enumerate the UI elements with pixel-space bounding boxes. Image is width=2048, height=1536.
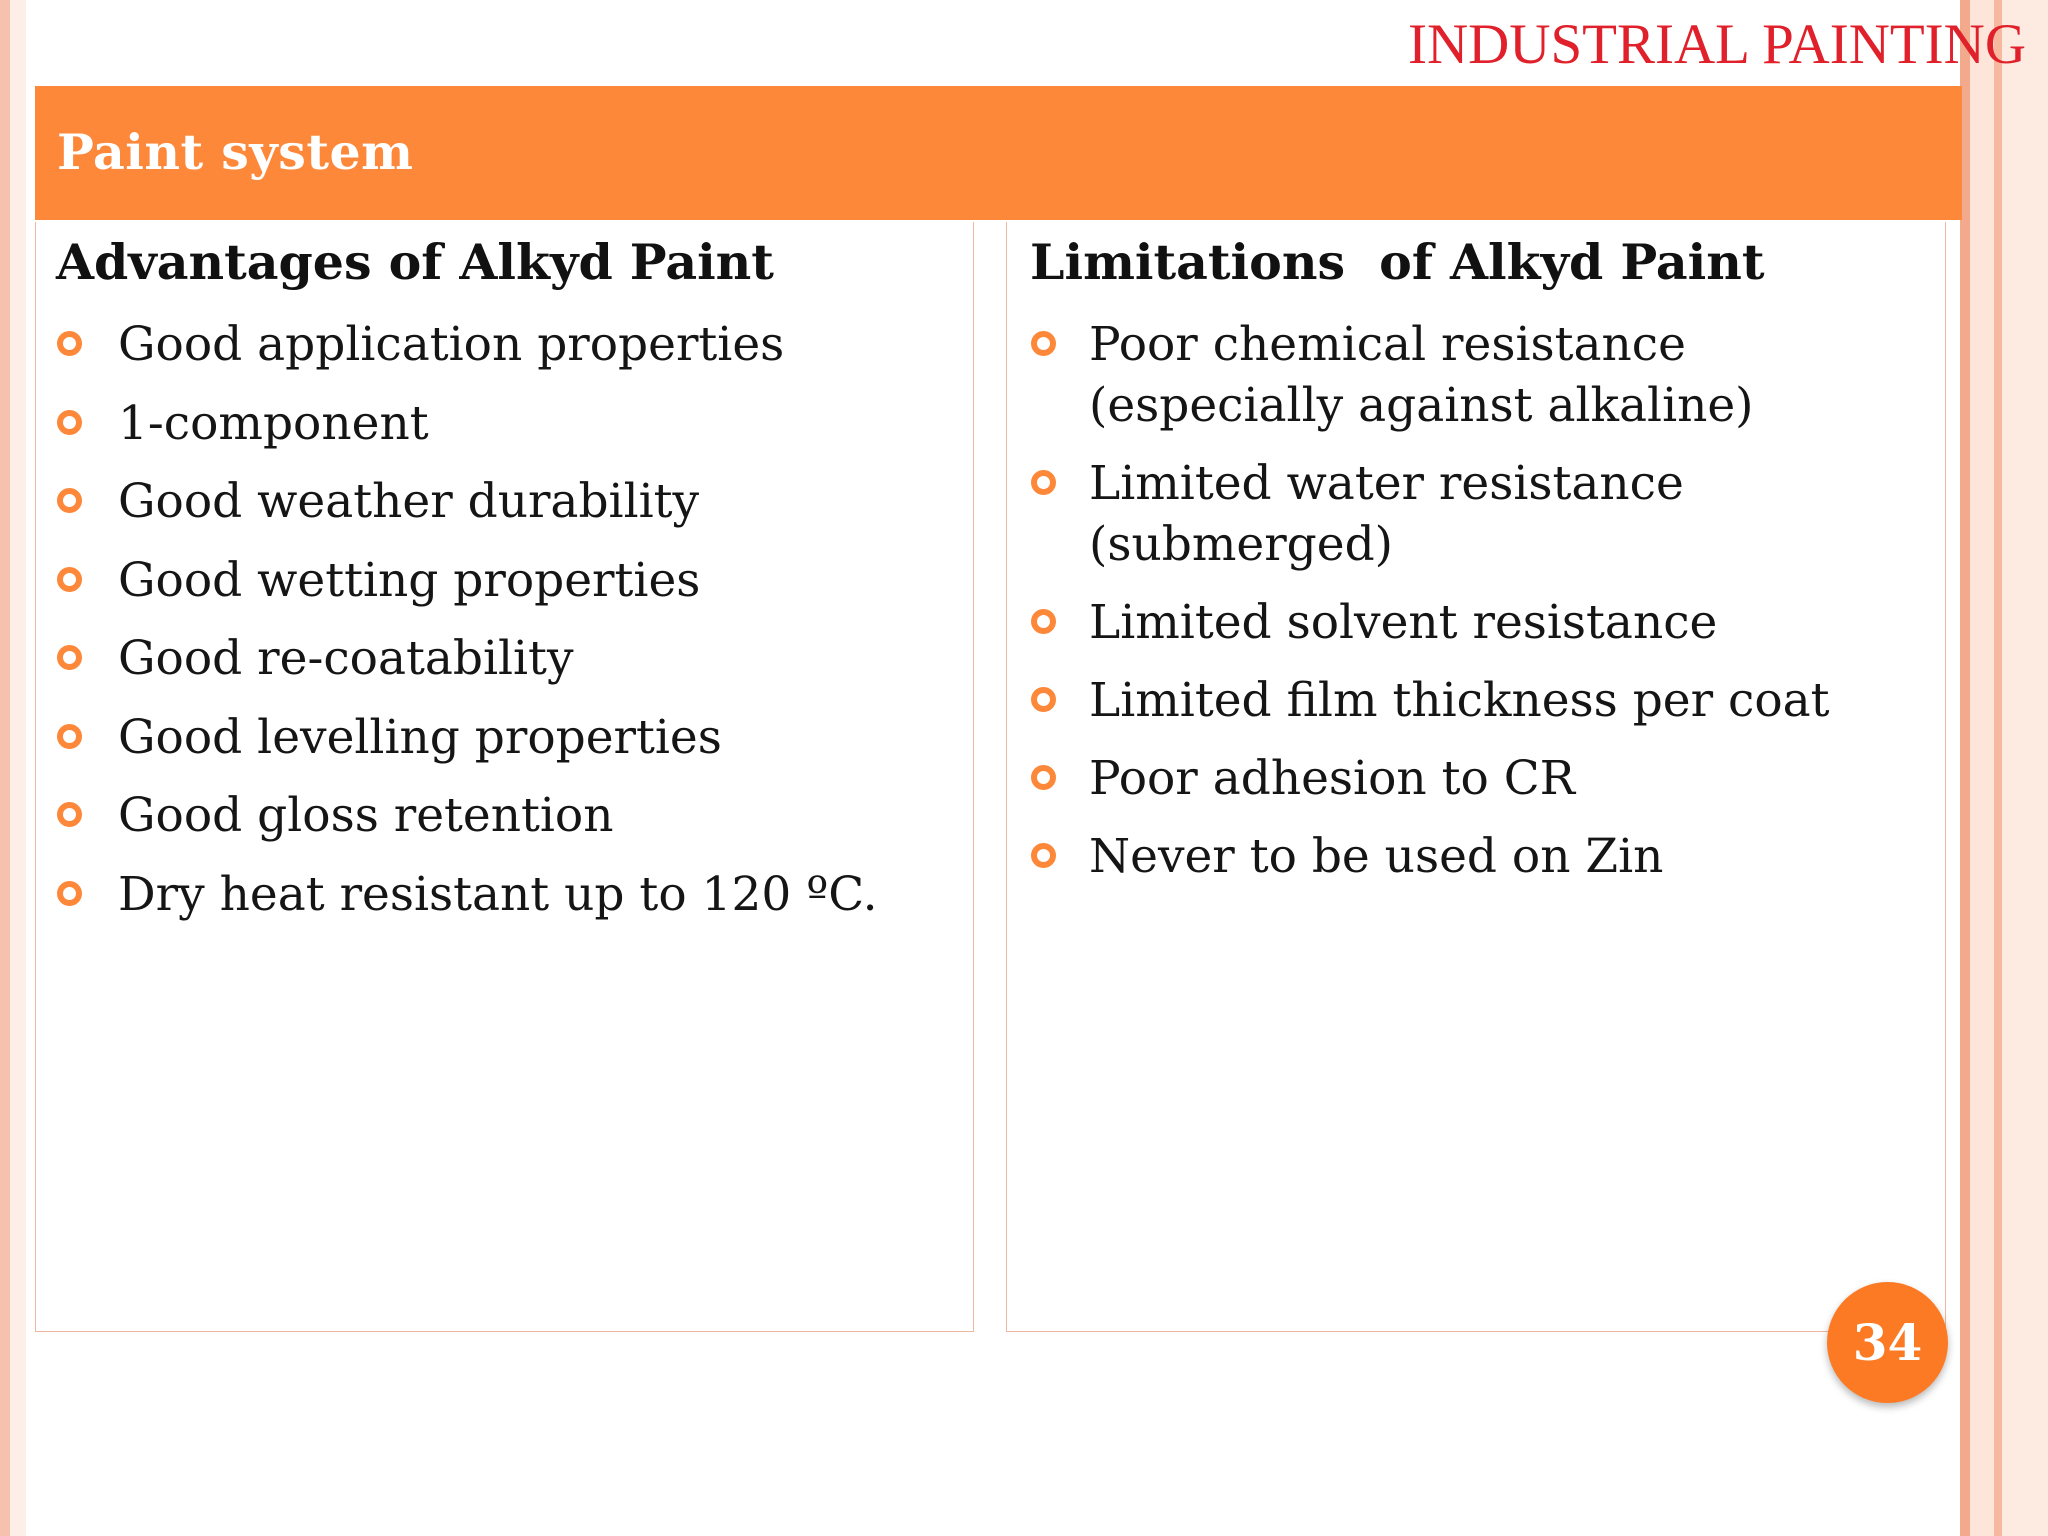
list-item: Good levelling properties — [36, 707, 966, 768]
left-decor-stripe — [0, 0, 10, 1536]
bullet-ring-icon — [57, 724, 82, 749]
bullet-ring-icon — [1031, 331, 1056, 356]
advantages-column — [35, 222, 974, 1332]
right-decor-stripe-edge — [2002, 0, 2048, 1536]
list-item: 1-component — [36, 393, 966, 454]
list-item: Good re-coatability — [36, 628, 966, 689]
bullet-ring-icon — [57, 331, 82, 356]
bullet-ring-icon — [57, 645, 82, 670]
list-item: Never to be used on Zin — [1007, 826, 1937, 887]
bullet-ring-icon — [57, 802, 82, 827]
bullet-ring-icon — [1031, 843, 1056, 868]
bullet-ring-icon — [1031, 470, 1056, 495]
bullet-ring-icon — [57, 881, 82, 906]
list-item: Good application properties — [36, 314, 966, 375]
advantages-heading: Advantages of Alkyd Paint — [56, 233, 774, 291]
bullet-ring-icon — [57, 567, 82, 592]
header-label: INDUSTRIAL PAINTING — [1407, 13, 2026, 76]
slide-title: Paint system — [57, 123, 414, 181]
limitations-column — [1006, 222, 1946, 1332]
right-decor-stripe-light — [1970, 0, 1994, 1536]
page-number-badge: 34 — [1827, 1282, 1948, 1403]
list-item: Limited film thickness per coat — [1007, 670, 1937, 731]
list-item: Limited water resistance (submerged) — [1007, 453, 1937, 575]
left-decor-stripe-light — [10, 0, 26, 1536]
list-item: Poor chemical resistance (especially against alkaline) — [1007, 314, 1937, 436]
title-banner — [35, 86, 1962, 220]
right-decor-stripe — [1960, 0, 1970, 1536]
list-item: Poor adhesion to CR — [1007, 748, 1937, 809]
list-item: Good weather durability — [36, 471, 966, 532]
list-item: Limited solvent resistance — [1007, 592, 1937, 653]
list-item: Dry heat resistant up to 120 ºC. — [36, 864, 966, 925]
advantages-list — [36, 314, 966, 942]
bullet-ring-icon — [57, 488, 82, 513]
list-item: Good wetting properties — [36, 550, 966, 611]
right-decor-stripe-thin — [1994, 0, 2002, 1536]
bullet-ring-icon — [1031, 609, 1056, 634]
bullet-ring-icon — [1031, 687, 1056, 712]
bullet-ring-icon — [57, 410, 82, 435]
list-item: Good gloss retention — [36, 785, 966, 846]
bullet-ring-icon — [1031, 765, 1056, 790]
limitations-heading: Limitations of Alkyd Paint — [1030, 233, 1765, 291]
limitations-list — [1007, 314, 1937, 904]
